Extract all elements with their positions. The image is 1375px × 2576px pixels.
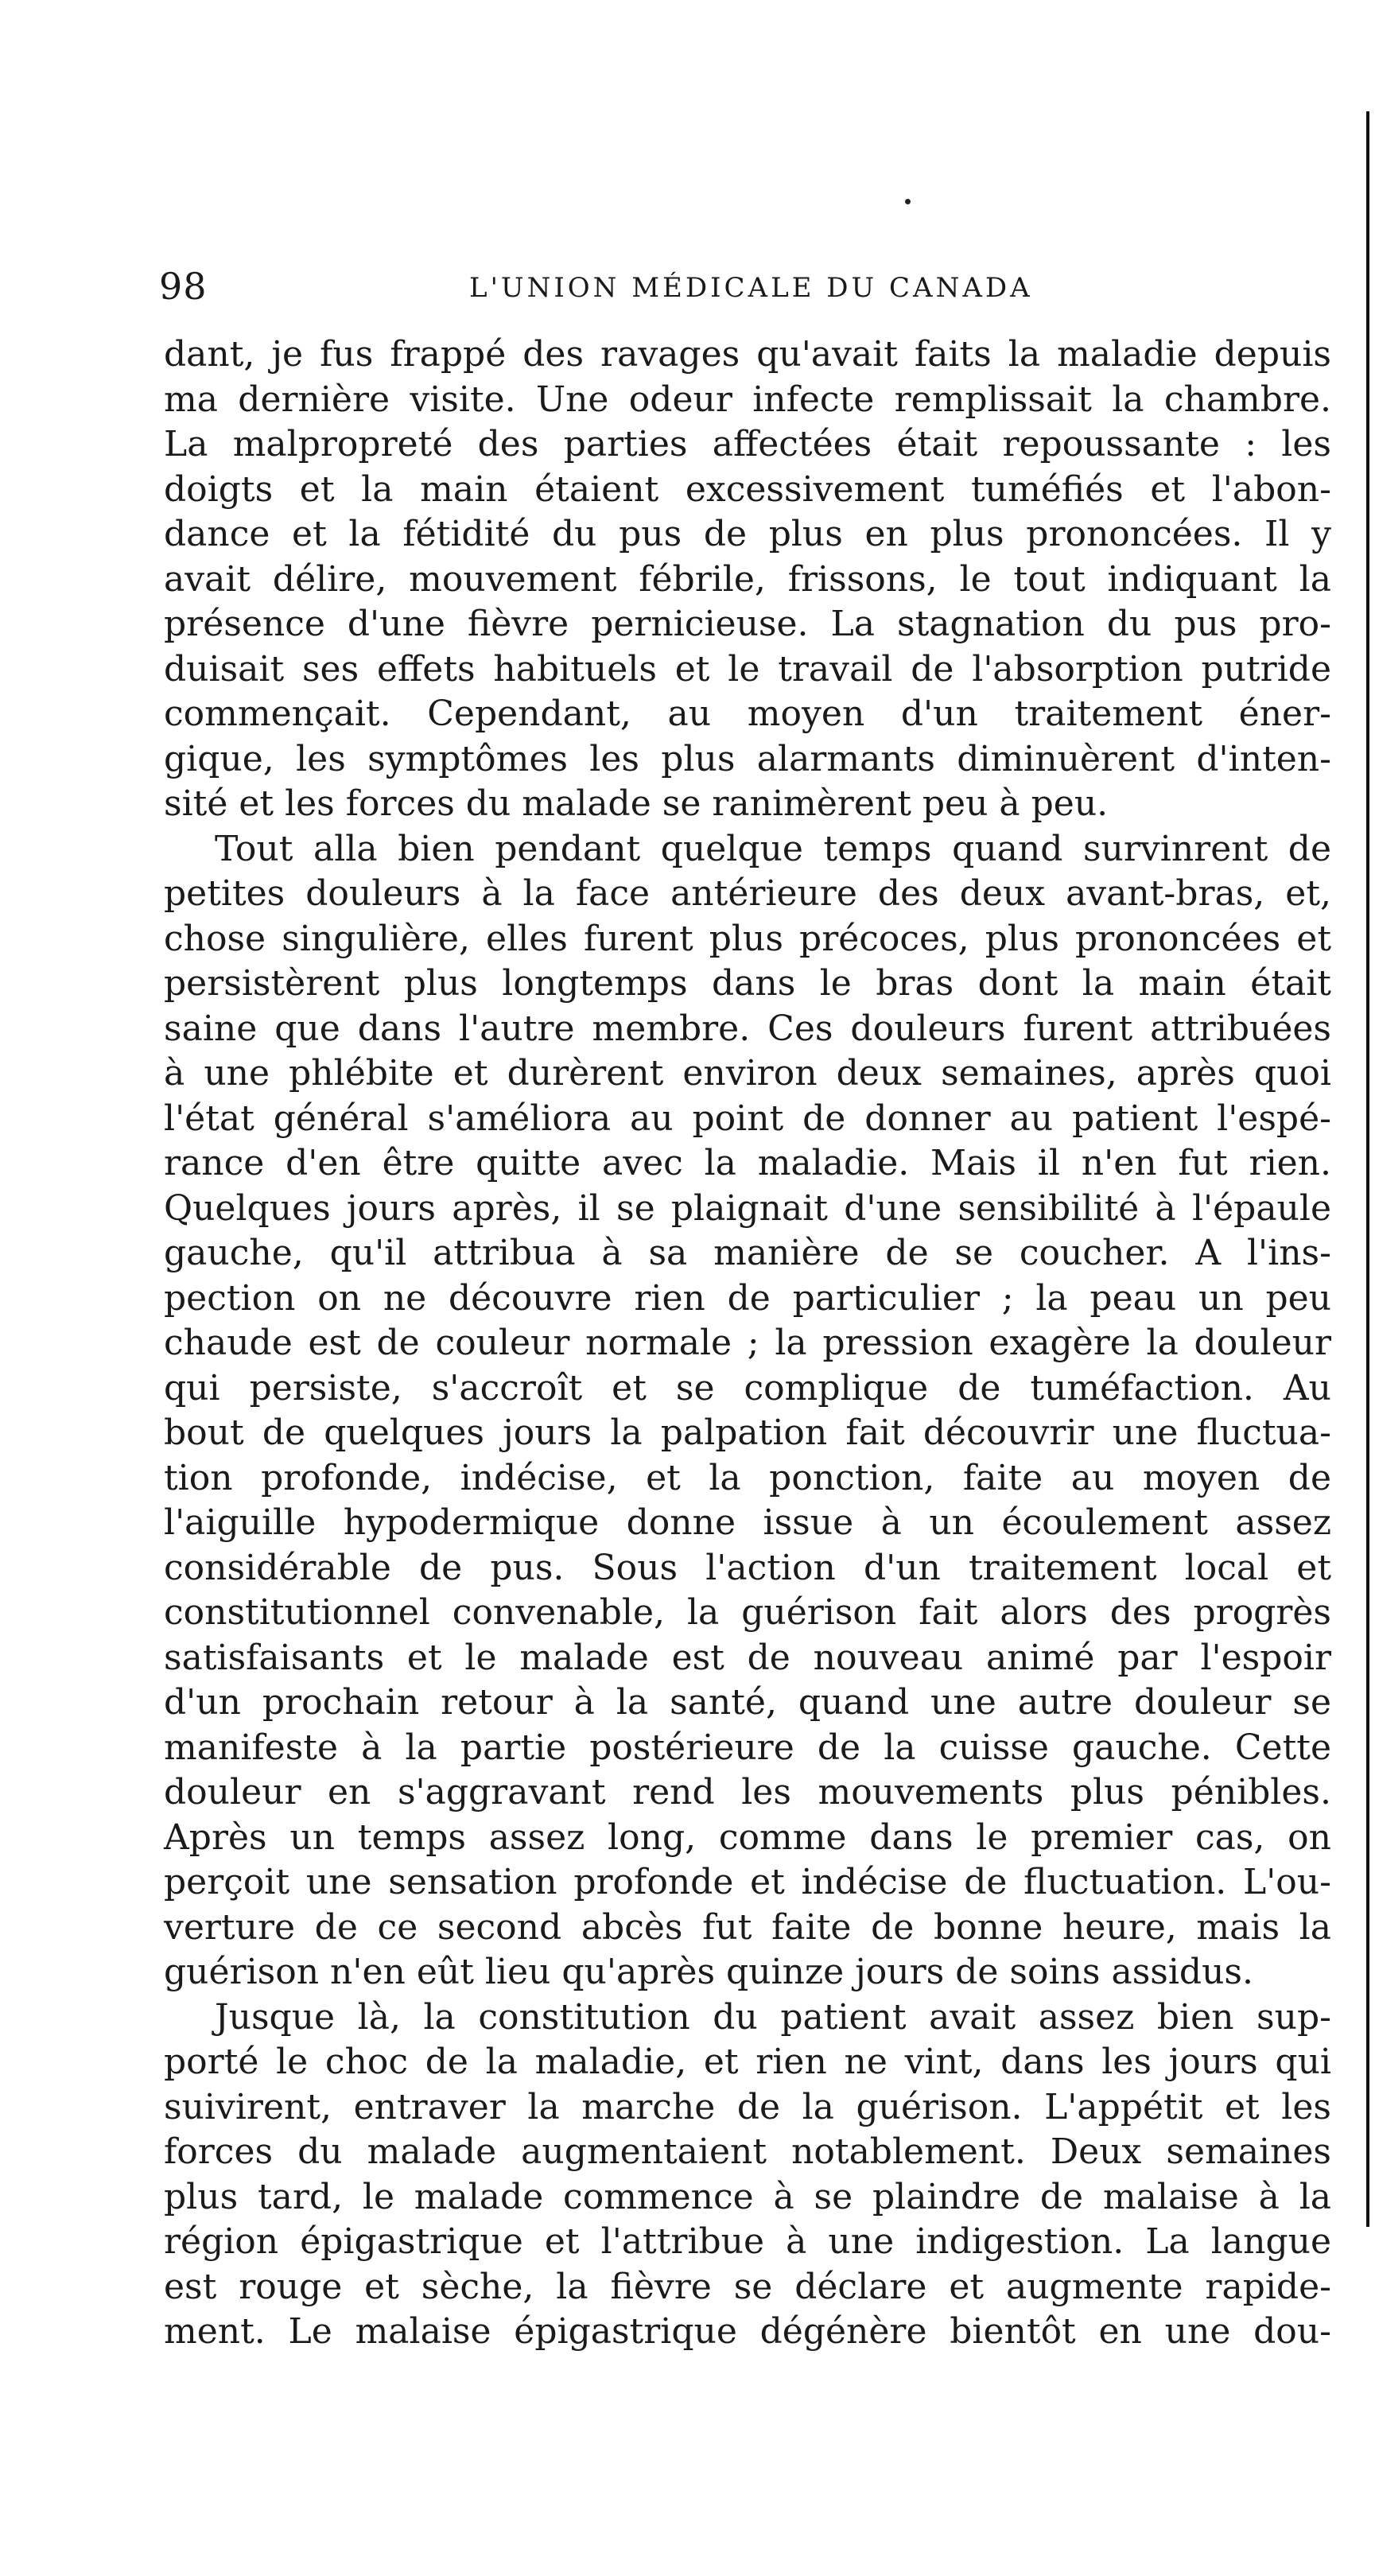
text-line: d'un prochain retour à la santé, quand une autre douleur se — [164, 1682, 1331, 1723]
text-line: avait délire, mouvement fébrile, frissons, le tout indiquant la — [164, 558, 1331, 600]
text-line: l'état général s'améliora au point de donner au patient l'espé- — [164, 1098, 1331, 1139]
text-line: ment. Le malaise épigastrique dégénère bientôt en une dou- — [164, 2311, 1331, 2352]
text-line: plus tard, le malade commence à se plaindre de malaise à la — [164, 2176, 1331, 2217]
ink-speck — [905, 199, 911, 204]
page-edge-rule — [1366, 111, 1369, 2227]
text-line: gauche, qu'il attribua à sa manière de se coucher. A l'ins- — [164, 1233, 1331, 1273]
text-line: perçoit une sensation profonde et indécise de fluctuation. L'ou- — [164, 1862, 1331, 1902]
text-line: guérison n'en eût lieu qu'après quinze jours de soins assidus. — [164, 1952, 1253, 1992]
text-line: constitutionnel convenable, la guérison fait alors des progrès — [164, 1592, 1331, 1633]
text-line: ma dernière visite. Une odeur infecte remplissait la chambre. — [164, 379, 1331, 420]
page-number: 98 — [159, 265, 208, 308]
text-line: bout de quelques jours la palpation fait découvrir une fluctua- — [164, 1412, 1331, 1453]
text-line: Jusque là, la constitution du patient avait assez bien sup- — [215, 1996, 1331, 2038]
text-line: rance d'en être quitte avec la maladie. Mais il n'en fut rien. — [164, 1143, 1331, 1183]
text-line: duisait ses effets habituels et le travail de l'absorption putride — [164, 648, 1331, 690]
text-line: La malpropreté des parties affectées était repoussante : les — [164, 424, 1331, 464]
text-line: satisfaisants et le malade est de nouveau animé par l'espoir — [164, 1637, 1331, 1678]
paragraph — [164, 1995, 1331, 2355]
text-line: est rouge et sèche, la fièvre se déclare et augmente rapide- — [164, 2266, 1331, 2307]
page-header — [159, 262, 1320, 310]
paragraph — [164, 827, 1331, 1995]
running-head: L'UNION MÉDICALE DU CANADA — [469, 272, 1033, 304]
text-line: porté le choc de la maladie, et rien ne vint, dans les jours qui — [164, 2042, 1331, 2082]
text-line: chose singulière, elles furent plus précoces, plus prononcées et — [164, 918, 1331, 959]
text-line: doigts et la main étaient excessivement tuméfiés et l'abon- — [164, 468, 1331, 510]
text-line: suivirent, entraver la marche de la guérison. L'appétit et les — [164, 2086, 1331, 2127]
text-line: persistèrent plus longtemps dans le bras dont la main était — [164, 963, 1331, 1004]
paragraph — [164, 332, 1331, 827]
text-line: douleur en s'aggravant rend les mouvements plus pénibles. — [164, 1772, 1331, 1813]
text-line: Tout alla bien pendant quelque temps quand survinrent de — [215, 828, 1331, 869]
text-line: manifeste à la partie postérieure de la cuisse gauche. Cette — [164, 1727, 1331, 1768]
text-line: commençait. Cependant, au moyen d'un traitement éner- — [164, 694, 1331, 734]
text-line: à une phlébite et durèrent environ deux semaines, après quoi — [164, 1053, 1331, 1094]
text-line: pection on ne découvre rien de particulier ; la peau un peu — [164, 1277, 1331, 1319]
text-line: dant, je fus frappé des ravages qu'avait faits la maladie depuis — [164, 334, 1331, 375]
text-line: forces du malade augmentaient notablement. Deux semaines — [164, 2131, 1331, 2172]
text-line: dance et la fétidité du pus de plus en plus prononcées. Il y — [164, 514, 1331, 554]
text-line: sité et les forces du malade se ranimèrent peu à peu. — [164, 783, 1109, 824]
text-line: région épigastrique et l'attribue à une indigestion. La langue — [164, 2221, 1331, 2262]
text-line: considérable de pus. Sous l'action d'un traitement local et — [164, 1547, 1331, 1588]
text-line: l'aiguille hypodermique donne issue à un écoulement assez — [164, 1502, 1331, 1543]
text-line: chaude est de couleur normale ; la pression exagère la douleur — [164, 1323, 1331, 1363]
text-line: tion profonde, indécise, et la ponction, faite au moyen de — [164, 1457, 1331, 1498]
text-line: petites douleurs à la face antérieure des deux avant-bras, et, — [164, 873, 1331, 914]
text-line: Après un temps assez long, comme dans le premier cas, on — [164, 1816, 1331, 1858]
text-line: gique, les symptômes les plus alarmants diminuèrent d'inten- — [164, 738, 1331, 779]
text-line: verture de ce second abcès fut faite de bonne heure, mais la — [164, 1906, 1331, 1948]
text-line: saine que dans l'autre membre. Ces douleurs furent attribuées — [164, 1008, 1331, 1049]
text-line: présence d'une fièvre pernicieuse. La stagnation du pus pro- — [164, 604, 1331, 644]
text-line: Quelques jours après, il se plaignait d'une sensibilité à l'épaule — [164, 1187, 1331, 1229]
text-line: qui persiste, s'accroît et se complique de tuméfaction. Au — [164, 1367, 1331, 1408]
body-text — [164, 332, 1331, 2355]
